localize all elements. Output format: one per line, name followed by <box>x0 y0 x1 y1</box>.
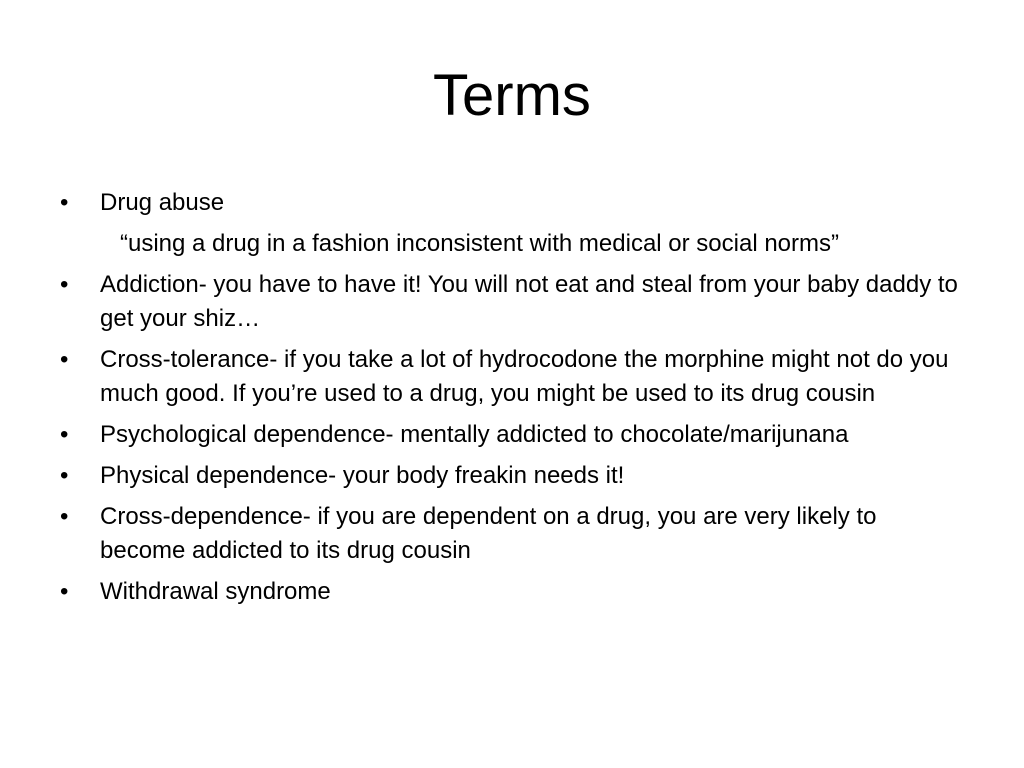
list-item <box>60 500 960 568</box>
list-item-text: Psychological dependence- mentally addicted to chocolate/marijunana <box>100 421 849 448</box>
list-item-text: Drug abuse <box>100 189 225 216</box>
bullet-marker: • <box>60 503 69 530</box>
list-item-text: Addiction- you have to have it! You will not eat and steal from your baby daddy to get your shiz… <box>100 271 958 332</box>
list-item <box>60 343 960 411</box>
list-item <box>60 268 960 336</box>
list-item-text: Withdrawal syndrome <box>100 578 331 605</box>
list-item <box>60 418 960 452</box>
list-item <box>60 186 960 220</box>
list-item-text: Cross-tolerance- if you take a lot of hydrocodone the morphine might not do you much good. If you’re used to a drug, you might be used to its drug cousin <box>100 346 949 407</box>
bullet-marker: • <box>60 578 69 605</box>
definition-quote: “using a drug in a fashion inconsistent with medical or social norms” <box>120 230 840 257</box>
bullet-marker: • <box>60 189 69 216</box>
bullet-marker: • <box>60 421 69 448</box>
list-item <box>60 575 960 609</box>
list-item-text: Physical dependence- your body freakin needs it! <box>100 462 625 489</box>
bullet-marker: • <box>60 271 69 298</box>
bullet-marker: • <box>60 346 69 373</box>
list-item-text: Cross-dependence- if you are dependent on a drug, you are very likely to become addicted to its drug cousin <box>100 503 877 564</box>
slide-title: Terms <box>433 63 591 128</box>
bullet-marker: • <box>60 462 69 489</box>
bullet-list <box>60 186 960 616</box>
list-item <box>60 459 960 493</box>
